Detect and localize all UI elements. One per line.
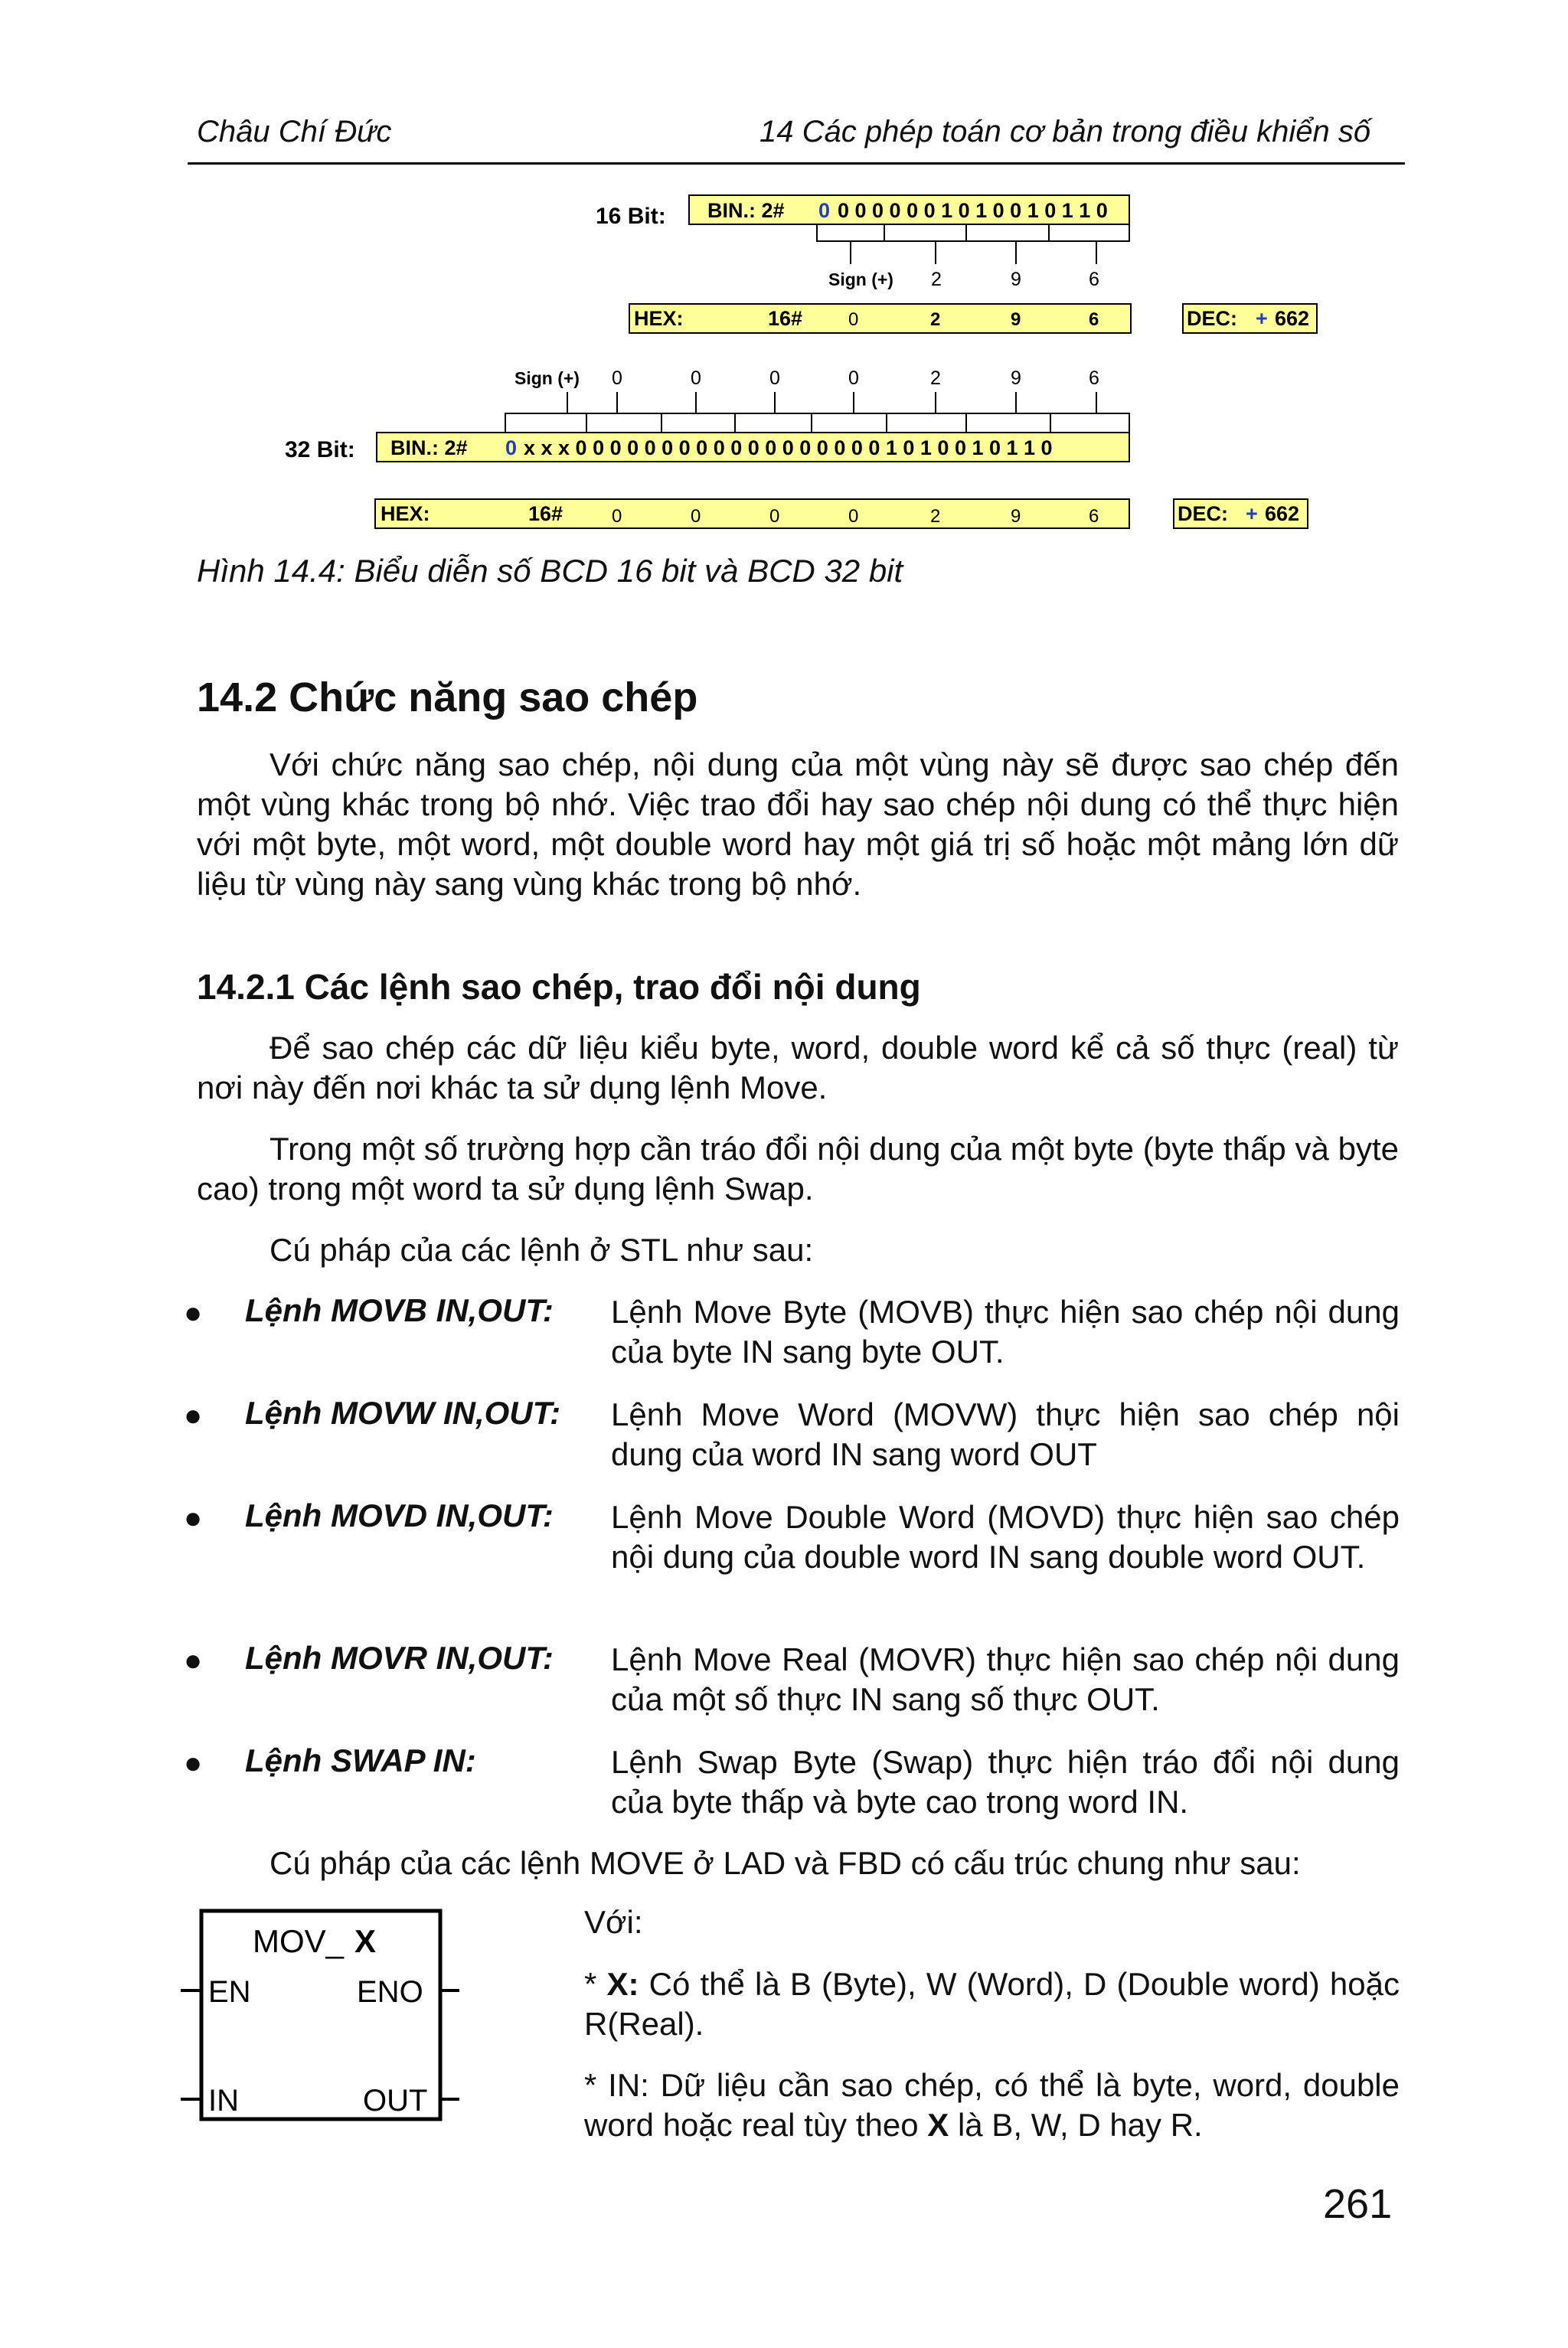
command-name-movr: Lệnh MOVR IN,OUT: — [245, 1640, 554, 1676]
subsection-paragraph-1 — [197, 1028, 1399, 1108]
subsection-title: 14.2.1 Các lệnh sao chép, trao đổi nội dung — [197, 967, 921, 1007]
bullet-3: ● — [184, 1501, 203, 1535]
hex16-digit-4: 6 — [1089, 309, 1099, 330]
label-32bit: 32 Bit: — [285, 437, 355, 462]
header-chapter: 14 Các phép toán cơ bản trong điều khiển số — [760, 115, 1371, 149]
bin16-ticks — [851, 241, 1096, 264]
group32-1: 0 — [612, 367, 622, 389]
command-desc-movd: Lệnh Move Double Word (MOVD) thực hiện sao chép nội dung của double word IN sang double word OUT. — [611, 1499, 1400, 1575]
hex32-label: HEX: — [381, 502, 430, 525]
hex16-box — [629, 304, 1131, 333]
bin16-prefix: BIN.: 2# — [707, 199, 785, 222]
bin16-brackets — [817, 224, 1129, 241]
hex16-digit-3: 9 — [1011, 309, 1021, 330]
dec16-value: 662 — [1275, 307, 1310, 330]
command-desc-movb: Lệnh Move Byte (MOVB) thực hiện sao chép nội dung của byte IN sang byte OUT. — [611, 1294, 1400, 1370]
mov-block-diagram — [176, 1899, 467, 2128]
group16-1: 2 — [931, 269, 942, 290]
sign32-label: Sign (+) — [514, 368, 580, 388]
hex32-digit-3: 0 — [769, 506, 780, 527]
subsection-paragraph-1-text: Để sao chép các dữ liệu kiểu byte, word, double word kể cả số thực (real) từ nơi này đến nơi khác ta sử dụng lệnh Move. — [197, 1030, 1399, 1105]
dec32-value: 662 — [1265, 502, 1300, 525]
group32-4: 0 — [848, 367, 859, 389]
command-desc-movw: Lệnh Move Word (MOVW) thực hiện sao chép nội dung của word IN sang word OUT — [611, 1396, 1400, 1472]
in-description — [584, 2066, 1400, 2145]
page-number: 261 — [1323, 2181, 1393, 2227]
hex16-digit-2: 2 — [930, 309, 941, 330]
group16-2: 9 — [1011, 269, 1021, 290]
dec16-label: DEC: — [1187, 307, 1237, 330]
bullet-1: ● — [184, 1296, 203, 1330]
mov-en-label: EN — [208, 1975, 251, 2009]
group32-2: 0 — [691, 367, 701, 389]
subsection-paragraph-3-text: Cú pháp của các lệnh ở STL như sau: — [270, 1232, 814, 1268]
bullet-2: ● — [184, 1399, 203, 1432]
bullet-5: ● — [184, 1746, 203, 1780]
command-name-movw: Lệnh MOVW IN,OUT: — [245, 1395, 561, 1431]
command-name-movd: Lệnh MOVD IN,OUT: — [245, 1497, 554, 1533]
x-text: Có thể là B (Byte), W (Word), D (Double word) hoặc R(Real). — [584, 1966, 1400, 2042]
hex32-digit-4: 0 — [848, 506, 859, 527]
mov-title: MOV_ — [253, 1923, 345, 1959]
group32-5: 2 — [930, 367, 941, 389]
x-description — [584, 1964, 1400, 2044]
bullet-4: ● — [184, 1644, 203, 1677]
group32-7: 6 — [1089, 367, 1099, 389]
hex16-digit-1: 0 — [848, 309, 859, 330]
bcd-figure — [0, 0, 1568, 551]
x-label: X: — [606, 1966, 639, 2002]
label-16bit: 16 Bit: — [596, 204, 666, 229]
hex32-prefix: 16# — [528, 502, 564, 525]
with-label: Với: — [584, 1904, 643, 1940]
dec16-sign: + — [1256, 307, 1268, 330]
subsection-paragraph-3 — [197, 1230, 1399, 1270]
group32-3: 0 — [769, 367, 780, 389]
mov-eno-label: ENO — [357, 1975, 423, 2009]
in-text-1: * IN: Dữ liệu cần sao chép, có thể là byte, word, double word hoặc real tùy theo — [584, 2067, 1400, 2143]
dec32-sign: + — [1246, 502, 1258, 525]
subsection-paragraph-2-text: Trong một số trường hợp cần tráo đổi nội dung của một byte (byte thấp và byte cao) trong một word ta sử dụng lệnh Swap. — [197, 1131, 1399, 1207]
bin32-sign-digit: 0 — [505, 436, 518, 459]
mov-title-var: X — [354, 1923, 377, 1959]
bin32-brackets — [505, 413, 1129, 433]
section-title: 14.2 Chức năng sao chép — [197, 674, 698, 720]
hex32-digit-6: 9 — [1011, 506, 1021, 527]
bin16-digits: 0 0 0 0 0 0 1 0 1 0 0 1 0 1 1 0 — [838, 199, 1108, 222]
section-paragraph-text: Với chức năng sao chép, nội dung của một vùng này sẽ được sao chép đến một vùng khác trong bộ nhớ. Việc trao đổi hay sao chép nội dung có thể thực hiện với một byte, một word, một double word hay một giá trị số hoặc một mảng lớn dữ liệu từ vùng này sang vùng khác trong bộ nhớ. — [197, 746, 1399, 902]
group32-6: 9 — [1011, 367, 1021, 389]
command-name-movb: Lệnh MOVB IN,OUT: — [245, 1292, 554, 1328]
lad-intro-text: Cú pháp của các lệnh MOVE ở LAD và FBD có cấu trúc chung như sau: — [270, 1845, 1301, 1881]
hex32-digit-7: 6 — [1089, 506, 1099, 527]
hex16-label: HEX: — [634, 307, 684, 330]
section-paragraph — [197, 745, 1399, 904]
command-desc-movr: Lệnh Move Real (MOVR) thực hiện sao chép nội dung của một số thực IN sang số thực OUT. — [611, 1641, 1400, 1717]
bin32-prefix: BIN.: 2# — [390, 436, 468, 459]
group16-3: 6 — [1089, 269, 1099, 290]
bin32-ticks — [567, 392, 1096, 413]
x-star: * — [584, 1966, 607, 2002]
sign16-label: Sign (+) — [828, 269, 893, 289]
in-text-2: là B, W, D hay R. — [949, 2107, 1203, 2143]
subsection-paragraph-2 — [197, 1129, 1399, 1209]
mov-out-label: OUT — [363, 2084, 428, 2118]
in-x: X — [927, 2107, 949, 2143]
hex32-digit-5: 2 — [930, 506, 941, 527]
bin16-sign-digit: 0 — [818, 199, 831, 222]
command-name-swap: Lệnh SWAP IN: — [245, 1742, 476, 1778]
figure-caption: Hình 14.4: Biểu diễn số BCD 16 bit và BCD 32 bit — [197, 553, 903, 589]
hex32-digit-1: 0 — [612, 506, 622, 527]
hex16-prefix: 16# — [768, 307, 803, 330]
hex32-digit-2: 0 — [691, 506, 701, 527]
command-desc-swap: Lệnh Swap Byte (Swap) thực hiện tráo đổi nội dung của byte thấp và byte cao trong word IN. — [611, 1744, 1400, 1820]
header-author: Châu Chí Đức — [197, 115, 392, 149]
lad-intro-paragraph — [197, 1843, 1399, 1883]
bin32-digits: x x x 0 0 0 0 0 0 0 0 0 0 0 0 0 0 0 0 0 0 1 0 1 0 0 1 0 1 1 0 — [524, 436, 1053, 459]
dec32-label: DEC: — [1178, 502, 1228, 525]
mov-in-label: IN — [208, 2084, 239, 2118]
